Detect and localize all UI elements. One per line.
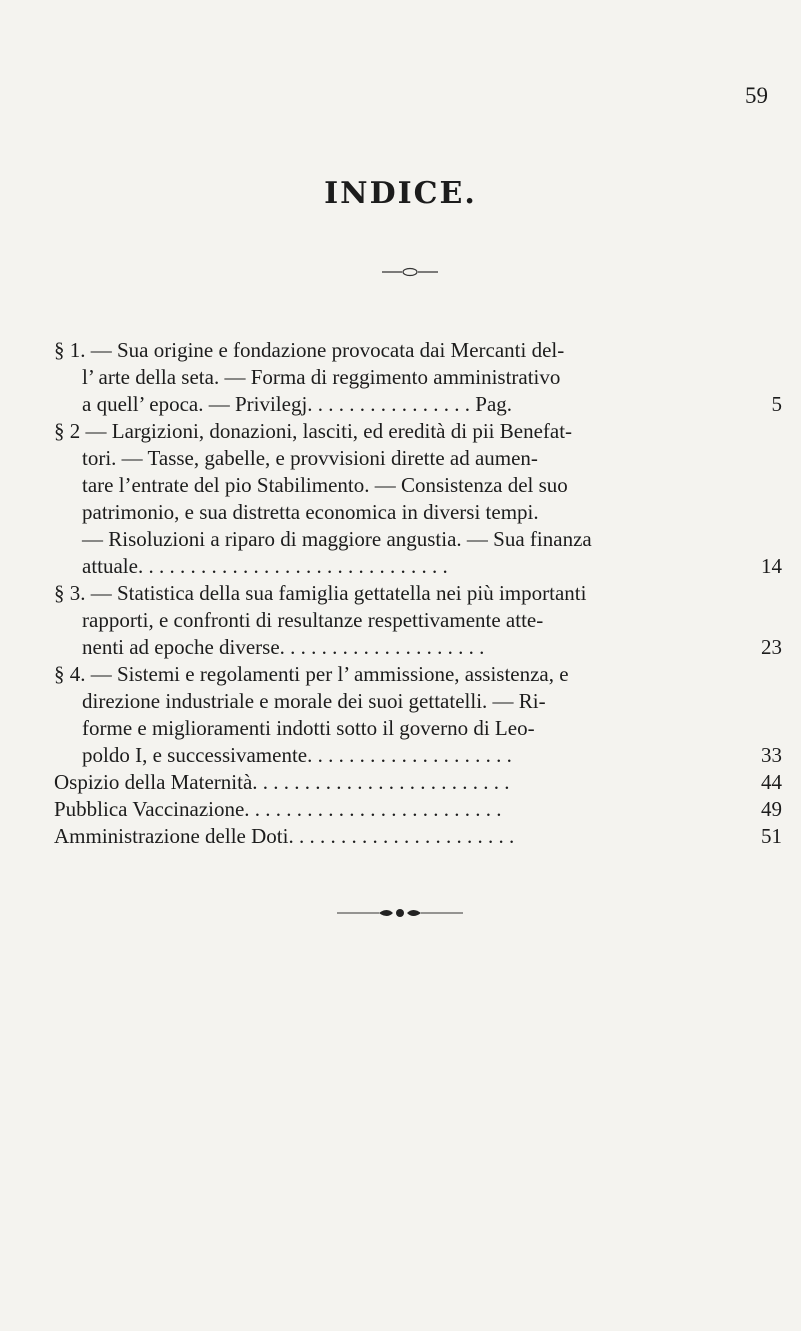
toc-entry-2-line-6: attuale. . . . . . . . . . . . . . . . . . . . . . . . . . . . . .: [82, 554, 448, 578]
toc-entry-4-line-1: § 4. — Sistemi e regolamenti per l’ ammissione, assistenza, e: [54, 662, 569, 686]
toc-entry-2-page: 14: [761, 554, 782, 578]
toc-entry-3-page: 23: [761, 635, 782, 659]
toc-entry-1-line-1: § 1. — Sua origine e fondazione provocata dai Mercanti del-: [54, 338, 565, 362]
toc-entry-6-page: 49: [761, 797, 782, 821]
toc-entry-2-line-2: tori. — Tasse, gabelle, e provvisioni dirette ad aumen-: [82, 446, 538, 470]
toc-entry-4-line-4: poldo I, e successivamente. . . . . . . . . . . . . . . . . . . .: [82, 743, 512, 767]
ornament-divider-top: [380, 266, 440, 278]
toc-entry-5-page: 44: [761, 770, 782, 794]
toc-entry-5-line-1: Ospizio della Maternità. . . . . . . . . . . . . . . . . . . . . . . . .: [54, 770, 510, 794]
toc-entry-1-line-2: l’ arte della seta. — Forma di reggimento amministrativo: [82, 365, 561, 389]
toc-entry-3-line-3: nenti ad epoche diverse. . . . . . . . . . . . . . . . . . . .: [82, 635, 485, 659]
toc-entry-4-line-3: forme e miglioramenti indotti sotto il governo di Leo-: [82, 716, 535, 740]
page-number: 59: [745, 83, 768, 108]
toc-entry-2-line-5: — Risoluzioni a riparo di maggiore angustia. — Sua finanza: [82, 527, 592, 551]
toc-entry-2-line-3: tare l’entrate del pio Stabilimento. — Consistenza del suo: [82, 473, 568, 497]
toc-entry-3-line-1: § 3. — Statistica della sua famiglia gettatella nei più importanti: [54, 581, 587, 605]
toc-entry-2-line-1: § 2 — Largizioni, donazioni, lasciti, ed eredità di pii Benefat-: [54, 419, 573, 443]
toc-entry-3-line-2: rapporti, e confronti di resultanze respettivamente atte-: [82, 608, 544, 632]
toc-entry-4-page: 33: [761, 743, 782, 767]
toc-entry-7-line-1: Amministrazione delle Doti. . . . . . . . . . . . . . . . . . . . . .: [54, 824, 515, 848]
toc-entry-2-line-4: patrimonio, e sua distretta economica in diversi tempi.: [82, 500, 539, 524]
page-title: INDICE.: [324, 176, 477, 211]
ornament-divider-bottom: [335, 906, 465, 920]
toc-entry-7-page: 51: [761, 824, 782, 848]
toc-entry-6-line-1: Pubblica Vaccinazione. . . . . . . . . . . . . . . . . . . . . . . . .: [54, 797, 502, 821]
toc-entry-1-page: 5: [771, 392, 782, 416]
toc-entry-1-line-3: a quell’ epoca. — Privilegj. . . . . . . . . . . . . . . . Pag.: [82, 392, 513, 416]
toc-entry-4-line-2: direzione industriale e morale dei suoi gettatelli. — Ri-: [82, 689, 546, 713]
